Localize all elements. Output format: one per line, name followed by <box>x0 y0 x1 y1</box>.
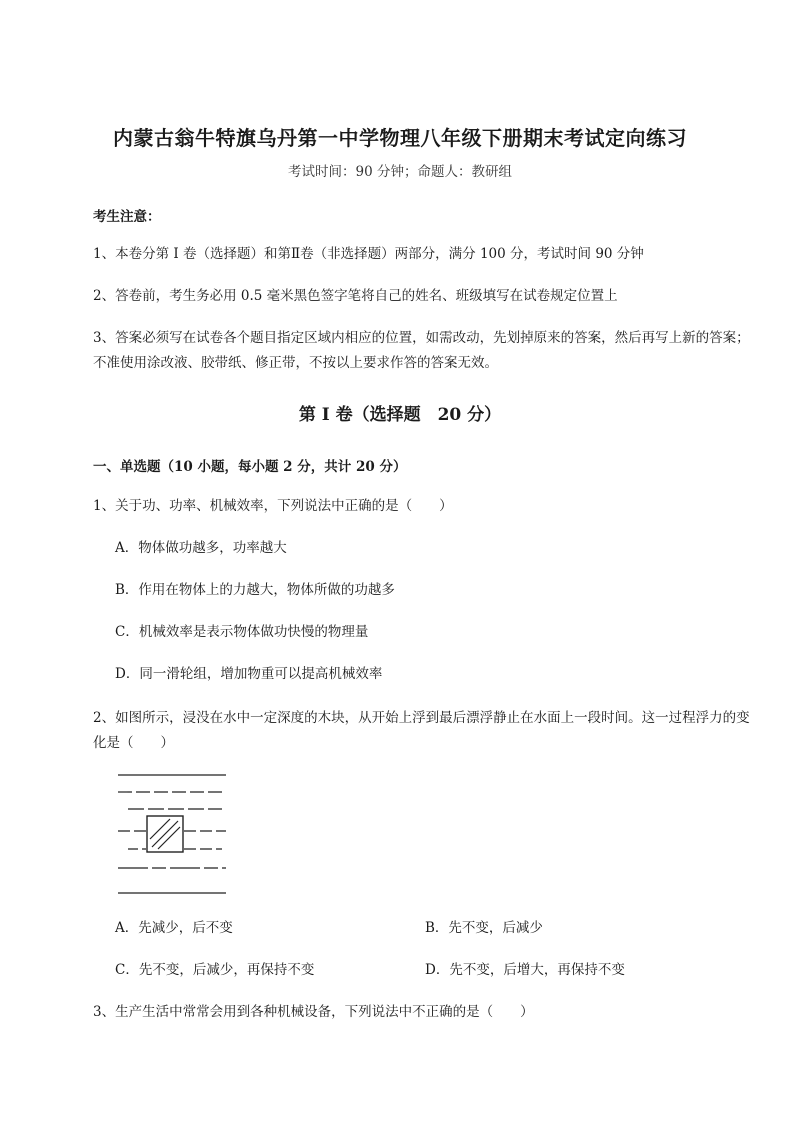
notice-item-2: 2、答卷前，考生务必用 0.5 毫米黑色签字笔将自己的姓名、班级填写在试卷规定位置上 <box>93 288 618 304</box>
question-1-option-d: D．同一滑轮组，增加物重可以提高机械效率 <box>115 666 383 682</box>
question-2-stem: 2、如图所示，浸没在水中一定深度的木块，从开始上浮到最后漂浮静止在水面上一段时间。这一过程浮力的变化是（ ） <box>93 710 750 751</box>
notice-item-3: 3、答案必须写在试卷各个题目指定区域内相应的位置，如需改动，先划掉原来的答案，然后再写上新的答案；不准使用涂改液、胶带纸、修正带，不按以上要求作答的答案无效。 <box>93 330 750 371</box>
question-2-option-c: C．先不变，后减少，再保持不变 <box>115 962 315 978</box>
question-1-option-a: A．物体做功越多，功率越大 <box>115 540 287 556</box>
exam-info: 考试时间：90 分钟；命题人：教研组 <box>288 164 512 180</box>
question-2-option-d: D．先不变，后增大，再保持不变 <box>425 962 625 978</box>
section-title: 第 I 卷（选择题 20 分） <box>298 405 502 425</box>
question-2-option-a: A．先减少，后不变 <box>115 920 233 936</box>
question-2-option-b: B．先不变，后减少 <box>425 920 543 936</box>
water-block-figure <box>110 765 235 900</box>
question-1-option-c: C．机械效率是表示物体做功快慢的物理量 <box>115 624 369 640</box>
notice-item-1: 1、本卷分第 I 卷（选择题）和第Ⅱ卷（非选择题）两部分，满分 100 分，考试时间 90 分钟 <box>93 246 644 262</box>
page-title: 内蒙古翁牛特旗乌丹第一中学物理八年级下册期末考试定向练习 <box>113 126 687 150</box>
part-heading: 一、单选题（10 小题，每小题 2 分，共计 20 分） <box>93 459 407 475</box>
question-1-stem: 1、关于功、功率、机械效率，下列说法中正确的是（ ） <box>93 498 453 514</box>
question-1-option-b: B．作用在物体上的力越大，物体所做的功越多 <box>115 582 395 598</box>
notice-heading: 考生注意： <box>93 209 161 225</box>
question-3-stem: 3、生产生活中常常会用到各种机械设备，下列说法中不正确的是（ ） <box>93 1004 534 1020</box>
